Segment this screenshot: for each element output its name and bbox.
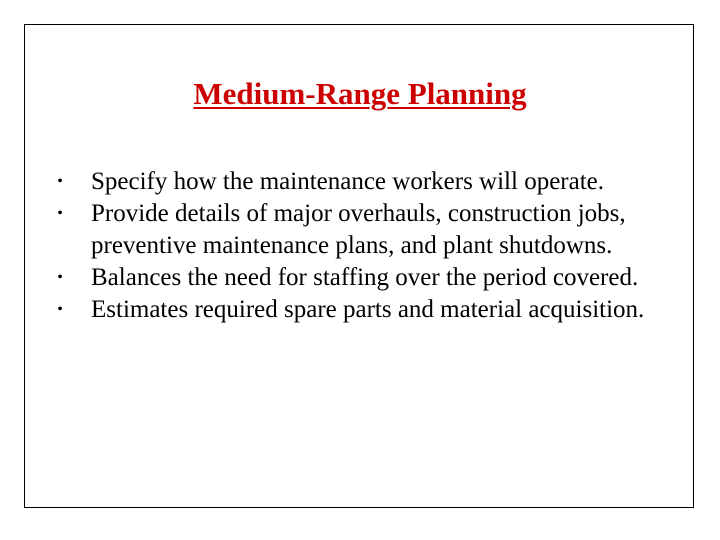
bullet-icon: • bbox=[57, 173, 63, 190]
bullet-list bbox=[50, 166, 690, 326]
bullet-text-2: Provide details of major overhauls, construction jobs, preventive maintenance plans, and plant shutdowns. bbox=[91, 200, 626, 259]
bullet-text-3: Balances the need for staffing over the period covered. bbox=[91, 264, 639, 291]
bullet-text-1: Specify how the maintenance workers will operate. bbox=[91, 168, 605, 195]
bullet-text-4: Estimates required spare parts and material acquisition. bbox=[91, 296, 645, 323]
bullet-item-1 bbox=[50, 166, 690, 198]
bullet-icon: • bbox=[57, 269, 63, 286]
slide-title: Medium-Range Planning bbox=[193, 76, 527, 111]
bullet-item-4 bbox=[50, 294, 690, 326]
bullet-icon: • bbox=[57, 301, 63, 318]
bullet-item-2 bbox=[50, 198, 690, 262]
bullet-icon: • bbox=[57, 205, 63, 222]
bullet-item-3 bbox=[50, 262, 690, 294]
